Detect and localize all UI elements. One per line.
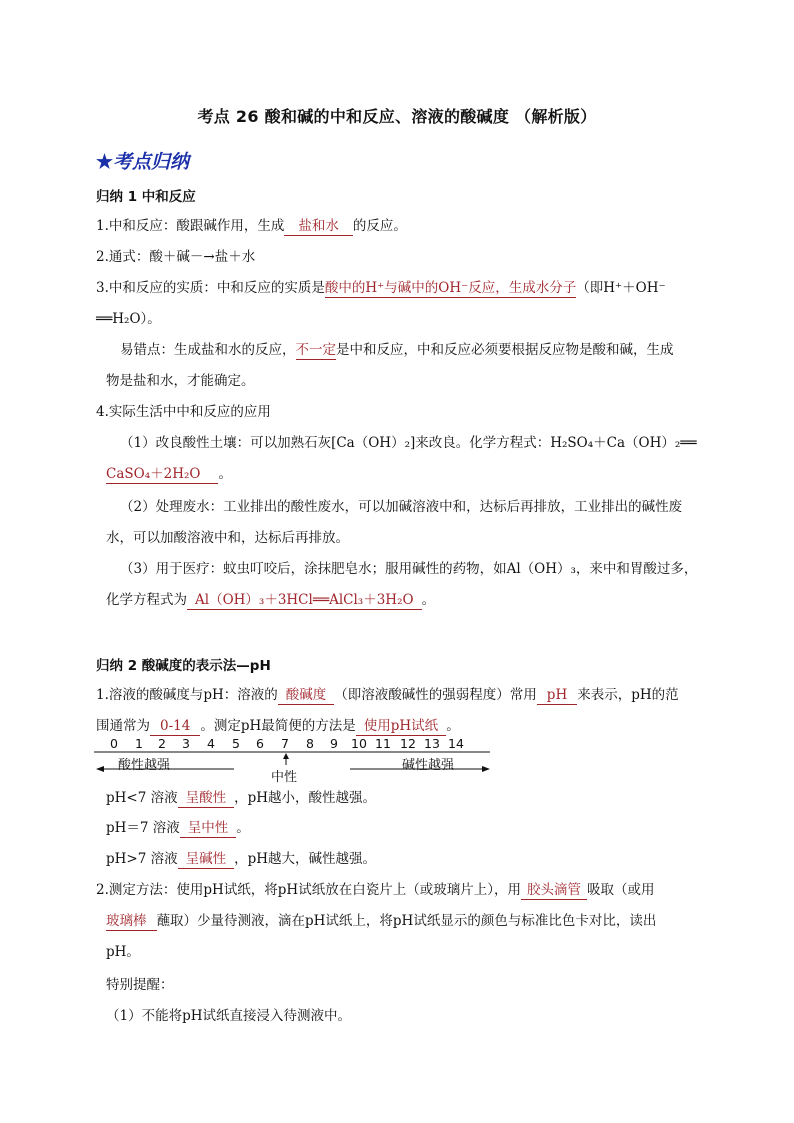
s2-method-cont2: pH。 — [106, 944, 140, 960]
scale-tick-label: 7 — [281, 736, 289, 751]
s2-range1: pH<7 溶液 呈酸性 ，pH越小，酸性越强。 — [106, 790, 377, 806]
s2-tip1: （1）不能将pH试纸直接浸入待测液中。 — [106, 1008, 352, 1024]
star-icon: ★ — [96, 151, 114, 173]
scale-tick-label: 5 — [232, 736, 240, 751]
answer-blank: 使用pH试纸 — [356, 718, 446, 736]
ph-scale — [94, 736, 490, 786]
s1-app1-eq: CaSO₄＋2H₂O 。 — [106, 466, 232, 482]
answer-blank: 胶头滴管 — [521, 882, 587, 900]
scale-tick-label: 13 — [424, 736, 440, 751]
scale-tick-label: 8 — [306, 736, 314, 751]
s2-range2: pH＝7 溶液 呈中性 。 — [106, 820, 250, 836]
answer-blank: 酸中的H⁺与碱中的OH⁻反应，生成水分子 — [324, 280, 577, 296]
scale-tick-label: 1 — [135, 736, 143, 751]
answer-blank: 不一定 — [295, 342, 336, 358]
s1-app1: （1）改良酸性土壤：可以加熟石灰[Ca（OH）₂]来改良。化学方程式：H₂SO₄＋Ca（OH）₂══ — [120, 435, 697, 451]
s1-line5: 4.实际生活中中和反应的应用 — [96, 404, 271, 420]
answer-blank: 酸碱度 — [278, 687, 335, 705]
scale-tick-label: 0 — [110, 736, 118, 751]
s1-app2: （2）处理废水：工业排出的酸性废水，可以加碱溶液中和，达标后再排放，工业排出的碱性废 — [120, 499, 683, 515]
s2-range3: pH>7 溶液 呈碱性 ，pH越大，碱性越强。 — [106, 851, 377, 867]
banner-text: 考点归纳 — [113, 151, 190, 173]
answer-blank: 呈酸性 — [178, 790, 235, 808]
scale-tick-label: 10 — [351, 736, 367, 751]
scale-neutral-label: 中性 — [271, 770, 298, 785]
scale-tick-label: 6 — [256, 736, 264, 751]
s2-line1: 1.溶液的酸碱度与pH：溶液的 酸碱度 （即溶液酸碱性的强弱程度）常用 pH 来表示，pH的范 — [96, 687, 679, 703]
scale-tick-label: 12 — [400, 736, 416, 751]
s1-line3: 3.中和反应的实质：中和反应的实质是酸中的H⁺与碱中的OH⁻反应，生成水分子（即H⁺＋OH⁻ — [96, 280, 666, 296]
scale-tick-label: 4 — [207, 736, 215, 751]
s1-tip-cont: 物是盐和水，才能确定。 — [106, 373, 255, 389]
answer-blank: Al（OH）₃＋3HCl══AlCl₃＋3H₂O — [187, 592, 422, 610]
answer-blank: 呈中性 — [180, 820, 237, 838]
scale-base-label: 碱性越强 — [402, 758, 455, 773]
scale-tick-label: 2 — [158, 736, 166, 751]
s2-line2: 围通常为 0-14 。测定pH最简便的方法是 使用pH试纸 。 — [96, 718, 460, 734]
s1-line3-cont: ══H₂O）。 — [96, 311, 161, 327]
scale-tick-label: 14 — [448, 736, 464, 751]
answer-blank: 0-14 — [150, 718, 200, 736]
section1-heading: 归纳 1 中和反应 — [96, 189, 196, 205]
page-title: 考点 26 酸和碱的中和反应、溶液的酸碱度 （解析版） — [197, 107, 597, 126]
s1-line1: 1.中和反应：酸跟碱作用，生成 盐和水 的反应。 — [96, 218, 407, 234]
s1-app3-eq: 化学方程式为 Al（OH）₃＋3HCl══AlCl₃＋3H₂O 。 — [106, 592, 436, 608]
s1-tip: 易错点：生成盐和水的反应，不一定是中和反应，中和反应必须要根据反应物是酸和碱，生成 — [120, 342, 674, 358]
s1-line2: 2.通式：酸＋碱－→盐＋水 — [96, 249, 256, 265]
s1-app3: （3）用于医疗：蚊虫叮咬后，涂抹肥皂水；服用碱性的药物，如Al（OH）₃，来中和胃酸过多， — [120, 561, 698, 577]
scale-tick-label: 11 — [375, 736, 391, 751]
answer-blank: 盐和水 — [284, 218, 353, 236]
answer-blank: CaSO₄＋2H₂O — [106, 466, 218, 484]
answer-blank: 玻璃棒 — [106, 913, 157, 931]
s2-method-cont: 玻璃棒 蘸取）少量待测液，滴在pH试纸上，将pH试纸显示的颜色与标准比色卡对比，读出 — [106, 913, 657, 929]
s1-app2-cont: 水，可以加酸溶液中和，达标后再排放。 — [106, 530, 349, 546]
scale-acid-label: 酸性越强 — [118, 758, 171, 773]
s2-tip-heading: 特别提醒： — [106, 977, 174, 993]
answer-blank: 呈碱性 — [178, 851, 235, 869]
s2-method: 2.测定方法：使用pH试纸，将pH试纸放在白瓷片上（或玻璃片上），用 胶头滴管 吸取（或用 — [96, 882, 655, 898]
section-banner — [96, 147, 189, 174]
scale-tick-label: 3 — [182, 736, 190, 751]
scale-tick-label: 9 — [330, 736, 338, 751]
answer-blank: pH — [537, 687, 577, 705]
section2-heading: 归纳 2 酸碱度的表示法—pH — [96, 658, 271, 674]
